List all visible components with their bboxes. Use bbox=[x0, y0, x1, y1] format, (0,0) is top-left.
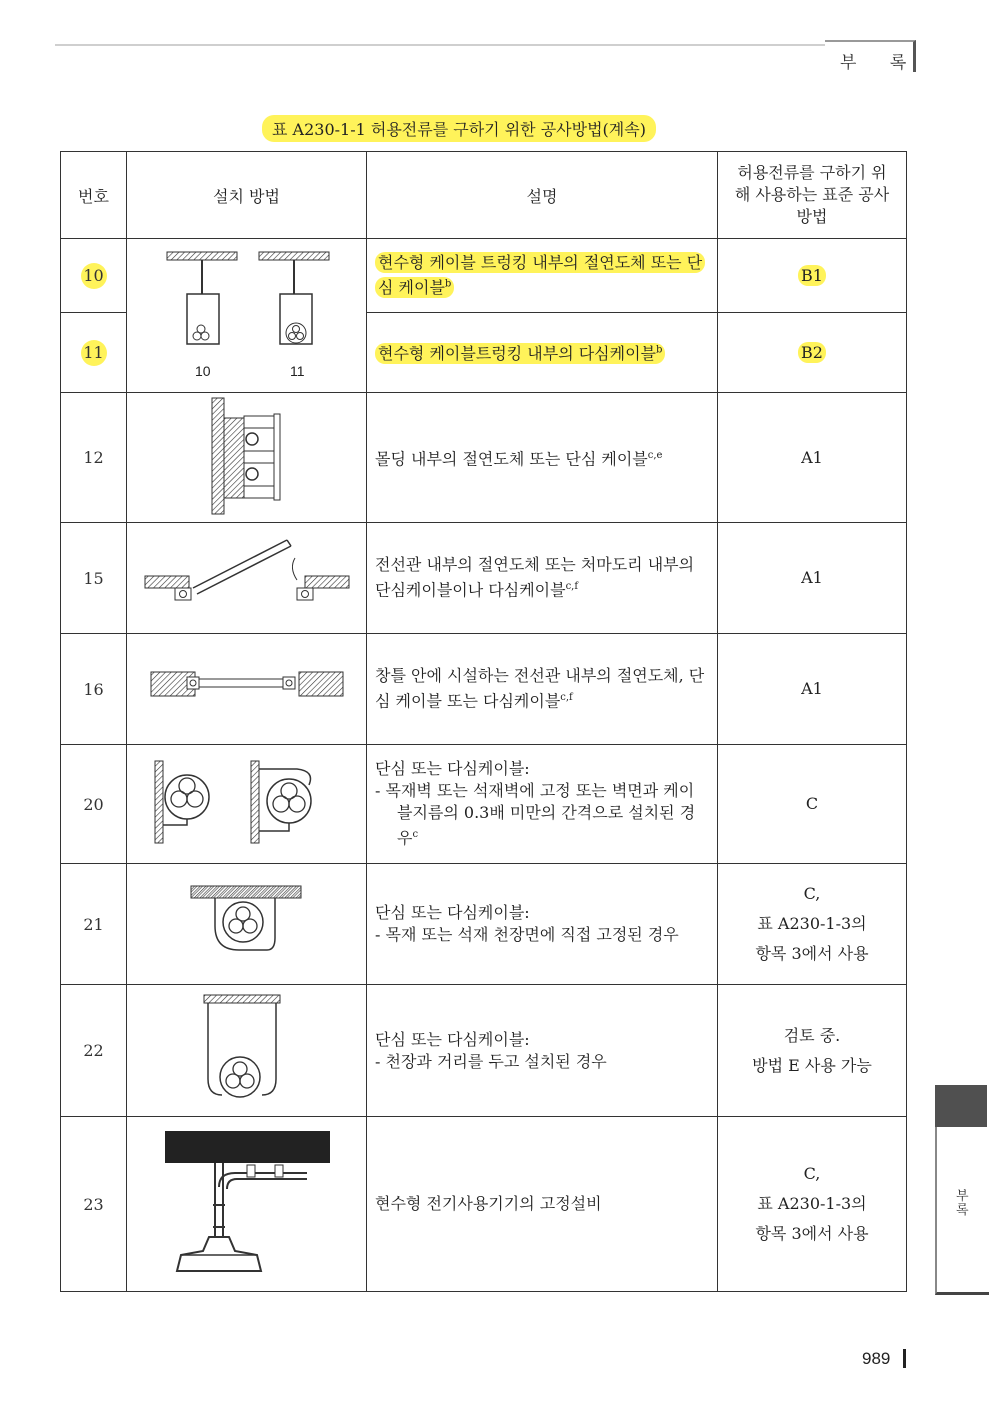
row-method: A1 bbox=[718, 393, 907, 523]
spaced-ceiling-cable-figure bbox=[192, 991, 302, 1106]
row-description-item: - 목재 또는 석재 천장면에 직접 고정된 경우 bbox=[375, 925, 679, 944]
row-method: B2 bbox=[718, 313, 907, 393]
table-header-row bbox=[61, 152, 907, 239]
page-number: 989 bbox=[862, 1349, 891, 1368]
row-method: 검토 중. 방법 E 사용 가능 bbox=[718, 985, 907, 1117]
construction-method-table bbox=[60, 151, 907, 1292]
row-description-item: - 목재벽 또는 석재벽에 고정 또는 벽면과 케이블지름의 0.3배 미만의 간격으로 설치된 경우$^c$ bbox=[375, 781, 696, 848]
row-description-title: 단심 또는 다심케이블: bbox=[375, 759, 530, 779]
eaves-conduit-figure bbox=[137, 536, 357, 616]
row-method: B1 bbox=[718, 239, 907, 313]
row-number: 15 bbox=[61, 523, 127, 634]
row-description: 전선관 내부의 절연도체 또는 처마도리 내부의 단심케이블이나 다심케이블$^{c,f}$ bbox=[367, 523, 718, 634]
wall-mounted-cable-figure bbox=[147, 757, 347, 847]
window-frame-conduit-figure bbox=[147, 662, 347, 712]
row-description-item: - 천장과 거리를 두고 설치된 경우 bbox=[375, 1051, 607, 1071]
suspended-appliance-figure bbox=[157, 1127, 337, 1277]
row-description bbox=[367, 985, 718, 1117]
row-method: C, 표 A230-1-3의 항목 3에서 사용 bbox=[718, 1117, 907, 1292]
install-figure-cell bbox=[127, 864, 367, 985]
row-description bbox=[367, 864, 718, 985]
install-figure-cell bbox=[127, 523, 367, 634]
table-row bbox=[61, 239, 907, 313]
row-number: 20 bbox=[61, 745, 127, 864]
table-row bbox=[61, 864, 907, 985]
install-figure-cell bbox=[127, 393, 367, 523]
install-figure-cell bbox=[127, 745, 367, 864]
row-number: 16 bbox=[61, 634, 127, 745]
install-figure-cell bbox=[127, 239, 367, 393]
ceiling-mounted-cable-figure bbox=[187, 882, 307, 962]
row-description: 현수형 케이블트렁킹 내부의 다심케이블$^b$ bbox=[367, 313, 718, 393]
suspended-trunking-figure bbox=[147, 244, 347, 384]
table-row bbox=[61, 634, 907, 745]
molding-figure bbox=[202, 396, 292, 516]
side-tab-marker bbox=[935, 1085, 987, 1127]
figure-label-10: 10 bbox=[194, 362, 211, 379]
table-caption: 표 A230-1-1 허용전류를 구하기 위한 공사방법(계속) bbox=[262, 115, 656, 142]
table-row bbox=[61, 985, 907, 1117]
section-header: 부 록 bbox=[840, 53, 921, 73]
install-figure-cell bbox=[127, 985, 367, 1117]
page-number-bar bbox=[903, 1349, 906, 1368]
figure-label-11: 11 bbox=[289, 362, 305, 379]
header-description: 설명 bbox=[367, 152, 718, 239]
row-description: 창틀 안에 시설하는 전선관 내부의 절연도체, 단심 케이블 또는 다심케이블$^{c,f}$ bbox=[367, 634, 718, 745]
row-number: 11 bbox=[61, 313, 127, 393]
header-standard-method: 허용전류를 구하기 위해 사용하는 표준 공사 방법 bbox=[718, 152, 907, 239]
row-description-title: 단심 또는 다심케이블: bbox=[375, 903, 530, 922]
row-method: A1 bbox=[718, 634, 907, 745]
row-number: 10 bbox=[61, 239, 127, 313]
row-number: 12 bbox=[61, 393, 127, 523]
row-method: A1 bbox=[718, 523, 907, 634]
row-description bbox=[367, 745, 718, 864]
header-number: 번호 bbox=[61, 152, 127, 239]
row-description: 몰딩 내부의 절연도체 또는 단심 케이블$^{c,e}$ bbox=[367, 393, 718, 523]
table-row bbox=[61, 745, 907, 864]
table-row bbox=[61, 523, 907, 634]
install-figure-cell bbox=[127, 1117, 367, 1292]
row-number: 23 bbox=[61, 1117, 127, 1292]
row-description: 현수형 전기사용기기의 고정설비 bbox=[367, 1117, 718, 1292]
table-row bbox=[61, 393, 907, 523]
header-install-method: 설치 방법 bbox=[127, 152, 367, 239]
row-number: 21 bbox=[61, 864, 127, 985]
row-number: 22 bbox=[61, 985, 127, 1117]
row-description: 현수형 케이블 트렁킹 내부의 절연도체 또는 단심 케이블$^b$ bbox=[367, 239, 718, 313]
header-rule bbox=[55, 44, 825, 46]
install-figure-cell bbox=[127, 634, 367, 745]
side-tab-label: 부록 bbox=[956, 1189, 969, 1218]
row-method: C bbox=[718, 745, 907, 864]
table-row bbox=[61, 1117, 907, 1292]
row-method: C, 표 A230-1-3의 항목 3에서 사용 bbox=[718, 864, 907, 985]
row-description-title: 단심 또는 다심케이블: bbox=[375, 1029, 530, 1049]
